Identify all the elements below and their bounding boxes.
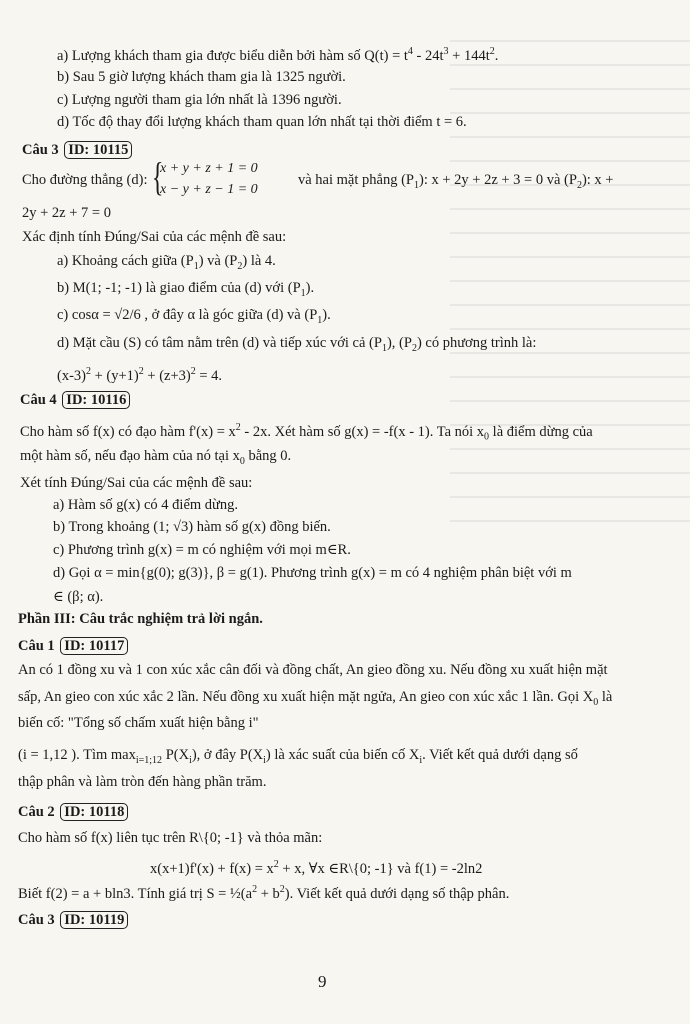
text-fragment: 3	[443, 46, 449, 57]
text-fragment: i	[189, 754, 192, 766]
text-fragment: - 24t	[412, 47, 444, 64]
statement-b	[57, 68, 346, 86]
text-fragment: 2	[86, 366, 91, 377]
question-4-text	[20, 419, 593, 447]
text-fragment: - 2x. Xét hàm số g(x) = -f(x - 1). Ta nói x	[240, 423, 485, 440]
text-fragment: + b	[257, 885, 280, 902]
bleed-through-text	[450, 40, 690, 540]
text-fragment: 2	[190, 366, 196, 377]
text-fragment: thập phân và làm tròn đến hàng phần trăm.	[18, 774, 267, 790]
text-fragment: 4	[407, 46, 413, 57]
page-number: 9	[318, 972, 327, 991]
text-fragment: là	[598, 689, 613, 705]
text-fragment: 2	[273, 859, 279, 870]
sphere-equation	[57, 363, 222, 385]
text-fragment: 0	[239, 455, 245, 467]
text-fragment: ): x +	[581, 172, 614, 188]
text-fragment: ).	[322, 307, 331, 323]
text-fragment: i	[419, 754, 423, 766]
text-fragment: a) Hàm số g(x) có 4 điểm dừng.	[53, 497, 239, 513]
text-fragment: 2	[279, 884, 285, 895]
question-id-badge: ID: 10119	[60, 911, 128, 929]
text-fragment: Câu 4	[20, 392, 61, 408]
text-fragment: b) Trong khoảng (1; √3) hàm số g(x) đồng biến.	[53, 519, 331, 535]
text-fragment: 2	[576, 179, 582, 191]
text-fragment: 0	[484, 431, 490, 443]
statement-b	[57, 279, 314, 303]
question-id-badge: ID: 10115	[64, 141, 132, 159]
text-fragment: An có 1 đồng xu và 1 con xúc xắc cân đối và đồng chất, An gieo đồng xu. Nếu đồng xu xuất hiện mặt	[18, 662, 608, 678]
question-2-header	[18, 803, 128, 821]
text-fragment: i=1;12	[135, 754, 163, 766]
question-1-text	[18, 746, 578, 770]
text-fragment: .	[494, 47, 499, 64]
statement-d	[57, 334, 536, 358]
text-fragment: một hàm số, nếu đạo hàm của nó tại x	[20, 448, 240, 464]
text-fragment: i	[263, 754, 266, 766]
question-id-badge: ID: 10117	[60, 637, 128, 655]
question-4-text-cont	[20, 447, 291, 471]
text-fragment: và hai mặt phẳng (P	[298, 172, 414, 188]
text-fragment: + (z+3)	[143, 367, 191, 384]
text-fragment: Cho hàm số f(x) có đạo hàm f'(x) = x	[20, 423, 236, 440]
text-fragment: 2y + 2z + 7 = 0	[22, 205, 111, 221]
text-fragment: Biết f(2) = a + bln3. Tính giá trị S = ½(a	[18, 885, 253, 902]
text-fragment: bằng 0.	[244, 448, 292, 464]
text-fragment: . Viết kết quả dưới dạng số	[422, 747, 578, 763]
equation-system	[160, 158, 258, 200]
question-2-task	[18, 881, 509, 903]
question-1-header	[18, 637, 128, 655]
question-3-text-cont	[22, 204, 111, 222]
text-fragment: Cho hàm số f(x) liên tục trên R\{0; -1} và thỏa mãn:	[18, 830, 323, 846]
text-fragment: 1	[381, 342, 387, 354]
question-3-header	[22, 141, 132, 159]
text-fragment: ) và (P	[198, 253, 238, 269]
text-fragment: Câu 2	[18, 804, 59, 820]
text-fragment: ): x + 2y + 2z + 3 = 0 và (P	[418, 172, 577, 188]
question-3-text-planes	[298, 171, 614, 195]
text-fragment: ) là xác suất của biến cố X	[265, 747, 420, 763]
text-fragment: (x-3)	[57, 367, 86, 384]
question-2-equation	[150, 856, 482, 878]
text-fragment: x(x+1)f'(x) + f(x) = x	[150, 860, 274, 877]
text-fragment: ) là 4.	[242, 253, 276, 269]
instruction	[20, 474, 252, 492]
text-fragment: c) Phương trình g(x) = m có nghiệm với mọi m∈R.	[53, 542, 351, 558]
question-1-text	[18, 773, 266, 791]
text-fragment: biến cố: "Tổng số chấm xuất hiện bằng i"	[18, 715, 259, 731]
text-fragment: + x, ∀x ∈R\{0; -1} và f(1) = -2ln2	[278, 860, 483, 877]
equation-2: x − y + z − 1 = 0	[160, 182, 258, 197]
text-fragment: Xét tính Đúng/Sai của các mệnh đề sau:	[20, 475, 253, 491]
text-fragment: c) Lượng người tham gia lớn nhất là 1396 người.	[57, 92, 342, 108]
question-2-text	[18, 829, 322, 847]
question-4-header	[20, 391, 130, 409]
text-fragment: 1	[413, 179, 419, 191]
question-3-text	[22, 171, 147, 189]
text-fragment: c) cosα = √2/6 , ở đây α là góc giữa (d) và (P	[57, 307, 318, 323]
statement-d	[57, 113, 467, 131]
text-fragment: 2	[252, 884, 258, 895]
text-fragment: Câu 1	[18, 638, 59, 654]
statement-d-cont	[53, 588, 103, 606]
text-fragment: ).	[305, 280, 315, 296]
text-fragment: P(X	[162, 747, 190, 763]
text-fragment: 2	[237, 260, 243, 272]
text-fragment: a) Lượng khách tham gia được biểu diễn bởi hàm số Q(t) = t	[57, 47, 408, 64]
text-fragment: Phần III: Câu trắc nghiệm trả lời ngắn.	[18, 611, 263, 627]
statement-b	[53, 518, 331, 536]
text-fragment: d) Gọi α = min{g(0); g(3)}, β = g(1). Phương trình g(x) = m có 4 nghiệm phân biệt với m	[53, 565, 572, 581]
text-fragment: là điểm dừng của	[489, 423, 593, 440]
text-fragment: ) có phương trình là:	[416, 335, 537, 351]
text-fragment: b) M(1; -1; -1) là giao điểm của (d) với (P	[57, 280, 301, 296]
statement-a	[57, 252, 276, 276]
text-fragment: ), ở đây P(X	[191, 747, 264, 763]
text-fragment: Xác định tính Đúng/Sai của các mệnh đề sau:	[22, 229, 287, 245]
system-brace: {	[151, 154, 164, 199]
question-1-text	[18, 661, 608, 679]
text-fragment: 0	[593, 696, 599, 708]
text-fragment: ). Viết kết quả dưới dạng số thập phân.	[284, 885, 510, 902]
instruction	[22, 228, 286, 246]
question-id-badge: ID: 10118	[60, 803, 128, 821]
statement-c	[57, 91, 342, 109]
text-fragment: (i = 1,12 ). Tìm max	[18, 747, 136, 763]
text-fragment: ), (P	[386, 335, 412, 351]
question-1-text	[18, 714, 259, 732]
statement-c	[53, 541, 351, 559]
text-fragment: 1	[193, 260, 199, 272]
question-id-badge: ID: 10116	[62, 391, 130, 409]
text-fragment: Câu 3	[18, 912, 59, 928]
text-fragment: d) Mặt cầu (S) có tâm nằm trên (d) và tiếp xúc với cả (P	[57, 335, 382, 351]
text-fragment: + 144t	[448, 47, 490, 64]
question-3-header	[18, 911, 128, 929]
statement-a	[57, 43, 498, 65]
text-fragment: 2	[235, 422, 241, 433]
text-fragment: 1	[317, 314, 323, 326]
section-heading	[18, 610, 263, 628]
text-fragment: d) Tốc độ thay đổi lượng khách tham quan lớn nhất tại thời điểm t = 6.	[57, 114, 467, 130]
question-1-text	[18, 688, 612, 712]
statement-d	[53, 564, 572, 582]
text-fragment: 2	[138, 366, 144, 377]
text-fragment: Câu 3	[22, 142, 63, 158]
text-fragment: 2	[489, 46, 495, 57]
text-fragment: 2	[411, 342, 417, 354]
text-fragment: b) Sau 5 giờ lượng khách tham gia là 1325 người.	[57, 69, 346, 85]
equation-1: x + y + z + 1 = 0	[160, 161, 258, 176]
text-fragment: 1	[300, 287, 306, 299]
text-fragment: a) Khoảng cách giữa (P	[57, 253, 194, 269]
text-fragment: Cho đường thẳng (d):	[22, 172, 148, 188]
text-fragment: ∈ (β; α).	[53, 589, 104, 605]
text-fragment: sấp, An gieo con xúc xắc 2 lần. Nếu đồng xu xuất hiện mặt ngửa, An gieo con xúc xắc 1 lần. Gọi X	[18, 689, 594, 705]
statement-c	[57, 306, 331, 330]
text-fragment: = 4.	[195, 367, 223, 384]
text-fragment: + (y+1)	[91, 367, 139, 384]
statement-a	[53, 496, 238, 514]
